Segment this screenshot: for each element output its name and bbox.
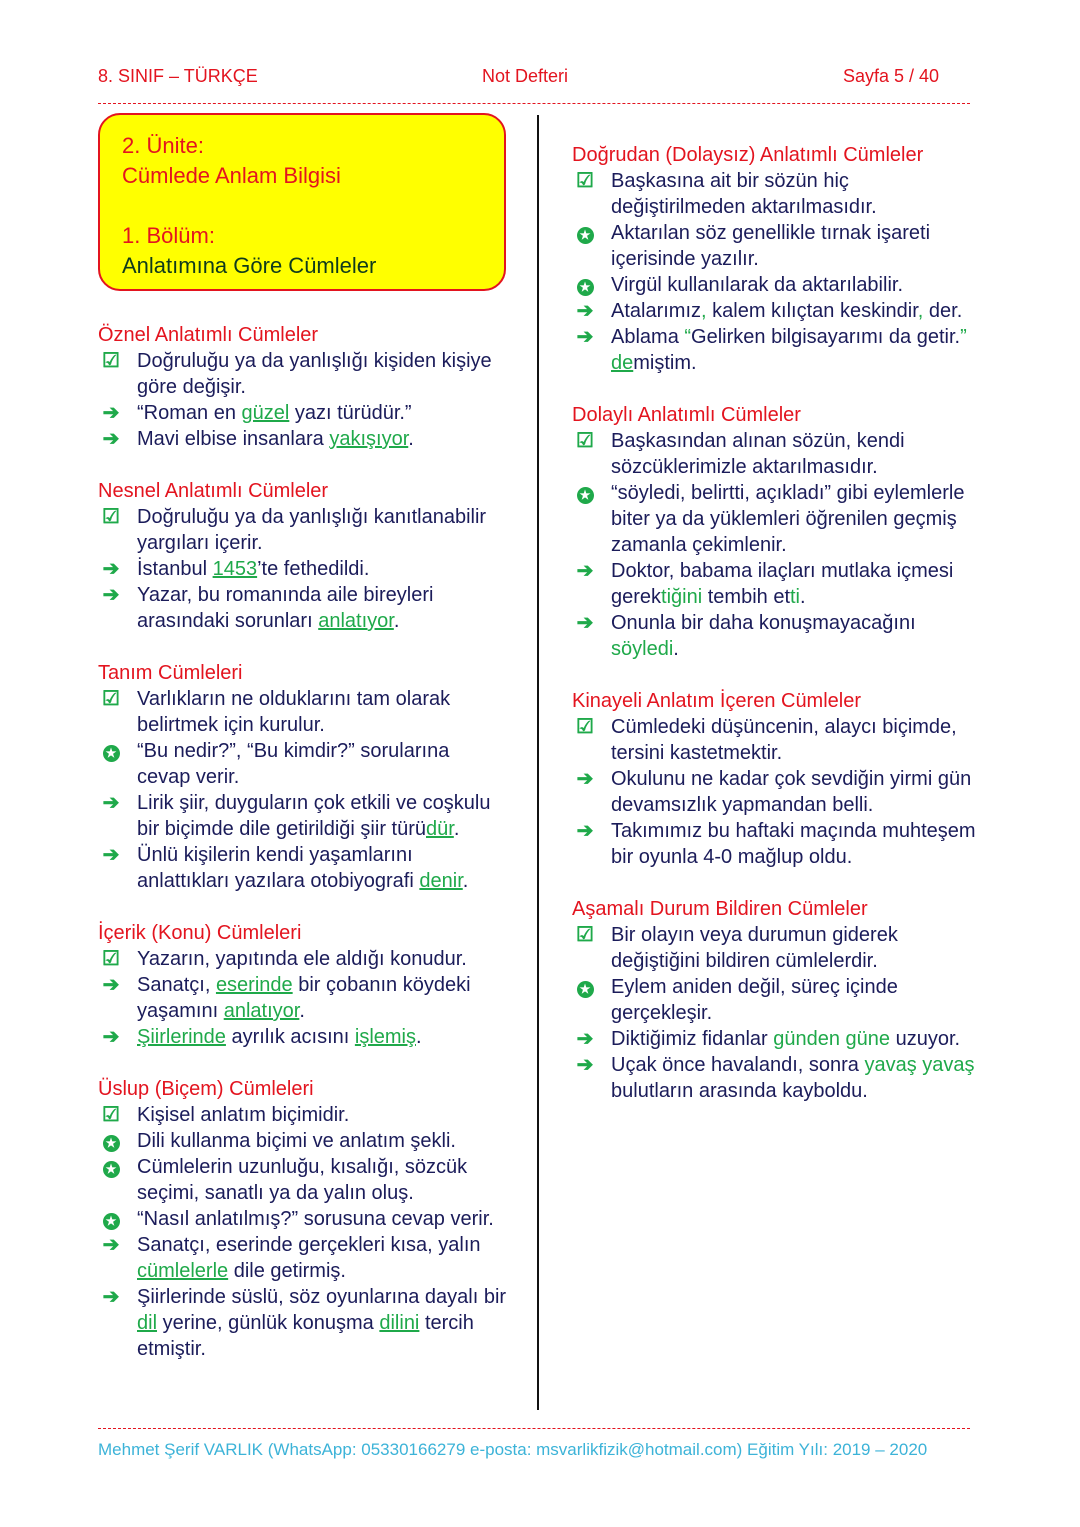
arrow-right-icon: ➔ <box>102 428 120 450</box>
left-column <box>98 322 508 1388</box>
arrow-right-icon: ➔ <box>576 326 594 348</box>
arrow-right-icon: ➔ <box>576 560 594 582</box>
list-item <box>572 220 984 272</box>
section-heading: Nesnel Anlatımlı Cümleler <box>98 480 329 502</box>
checkbox-icon: ☑ <box>102 688 120 710</box>
list-item <box>572 168 984 220</box>
highlighted-text: ” <box>960 326 967 348</box>
item-text: . <box>462 870 469 892</box>
item-text: Yazarın, yapıtında ele aldığı konudur. <box>137 948 467 970</box>
item-text: Başkasından alınan sözün, kendi sözcüklerimizle aktarılmasıdır. <box>611 430 905 478</box>
arrow-right-icon: ➔ <box>576 300 594 322</box>
checkbox-icon: ☑ <box>576 716 594 738</box>
list-item <box>98 400 508 426</box>
arrow-right-icon: ➔ <box>102 1286 120 1308</box>
item-text: Lirik şiir, duyguların çok etkili ve coşkulu bir biçimde dile getirildiği şiir türü <box>137 792 491 840</box>
note-section <box>572 688 984 870</box>
list-item <box>572 818 984 870</box>
item-text: kalem kılıçtan keskindir <box>706 300 918 322</box>
note-section <box>572 896 984 1104</box>
arrow-right-icon: ➔ <box>102 1234 120 1256</box>
list-item <box>98 348 508 400</box>
section-heading: Kinayeli Anlatım İçeren Cümleler <box>572 690 862 712</box>
highlighted-text: tiğini <box>661 586 703 608</box>
item-text: . <box>673 638 679 660</box>
arrow-right-icon: ➔ <box>576 820 594 842</box>
list-item <box>572 324 984 376</box>
item-text: ’te fethedildi. <box>257 558 370 580</box>
item-text: bulutların arasında kayboldu. <box>611 1080 868 1102</box>
item-text: Bir olayın veya durumun giderek değiştiğini bildiren cümlelerdir. <box>611 924 898 972</box>
arrow-right-icon: ➔ <box>102 584 120 606</box>
highlighted-text: de <box>611 352 634 374</box>
header-class-subject: 8. SINIF – TÜRKÇE <box>98 66 258 86</box>
highlighted-text: Şiirlerinde <box>137 1026 226 1048</box>
checkbox-icon: ☑ <box>576 170 594 192</box>
list-item <box>572 298 984 324</box>
highlighted-text: yakışıyor <box>329 428 409 450</box>
arrow-right-icon: ➔ <box>576 612 594 634</box>
item-text: Doktor, babama ilaçları mutlaka içmesi gerek <box>611 560 954 608</box>
item-text: bir çobanın köydeki yaşamını <box>137 974 471 1022</box>
item-text: Doğruluğu ya da yanlışlığı kişiden kişiye göre değişir. <box>137 350 492 398</box>
highlighted-text: , <box>701 300 707 322</box>
highlighted-text: eserinde <box>215 974 293 996</box>
note-section <box>98 478 508 634</box>
list-item <box>572 922 984 974</box>
column-divider <box>537 115 539 1410</box>
item-text: Dili kullanma biçimi ve anlatım şekli. <box>137 1130 456 1152</box>
note-section <box>98 660 508 894</box>
list-item <box>98 946 508 972</box>
item-text: tercih etmiştir. <box>137 1312 474 1360</box>
item-text: Ablama <box>611 326 685 348</box>
item-text: Okulunu ne kadar çok sevdiğin yirmi gün devamsızlık yapmandan belli. <box>611 768 972 816</box>
list-item <box>572 1052 984 1104</box>
star-icon: ★ <box>572 272 598 298</box>
highlighted-text: “ <box>684 326 692 348</box>
note-section <box>98 1076 508 1362</box>
item-text: . <box>393 610 400 632</box>
star-icon: ★ <box>98 1128 124 1154</box>
list-item <box>98 842 508 894</box>
star-icon: ★ <box>98 1206 124 1232</box>
item-text: Onunla bir daha konuşmayacağını <box>611 612 916 634</box>
note-section <box>572 142 984 376</box>
item-text: Diktiğimiz fidanlar <box>611 1028 774 1050</box>
arrow-right-icon: ➔ <box>102 792 120 814</box>
section-heading: Üslup (Biçem) Cümleleri <box>98 1078 314 1100</box>
list-item <box>98 582 508 634</box>
list-item <box>572 272 984 298</box>
item-text: ayrılık acısını <box>225 1026 355 1048</box>
list-item <box>572 714 984 766</box>
list-item <box>98 1128 508 1154</box>
item-text: Atalarımız <box>611 300 702 322</box>
highlighted-text: anlatıyor <box>223 1000 300 1022</box>
section-heading: Aşamalı Durum Bildiren Cümleler <box>572 898 868 920</box>
item-text: Mavi elbise insanlara <box>137 428 330 450</box>
highlighted-text: dür <box>426 818 454 840</box>
item-text: Eylem aniden değil, süreç içinde gerçekleşir. <box>611 976 898 1024</box>
item-text: Başkasına ait bir sözün hiç değiştirilmeden aktarılmasıdır. <box>611 170 877 218</box>
item-text: “Bu nedir?”, “Bu kimdir?” sorularına cevap verir. <box>137 740 450 788</box>
arrow-right-icon: ➔ <box>102 558 120 580</box>
section-heading: İçerik (Konu) Cümleleri <box>98 922 302 944</box>
footer-divider <box>98 1428 970 1429</box>
list-item <box>98 504 508 556</box>
list-item <box>572 1026 984 1052</box>
header-page-number: Sayfa 5 / 40 <box>843 66 940 86</box>
item-text: miştim. <box>633 352 697 374</box>
arrow-right-icon: ➔ <box>102 1026 120 1048</box>
item-text: tembih et <box>702 586 790 608</box>
list-item <box>98 686 508 738</box>
list-item <box>572 480 984 558</box>
item-text: Sanatçı, <box>137 974 216 996</box>
list-item <box>572 428 984 480</box>
checkbox-icon: ☑ <box>576 924 594 946</box>
footer-credits: Mehmet Şerif VARLIK (WhatsApp: 05330166279 e-posta: msvarlikfizik@hotmail.com) Eğitim Yılı: 2019 – 2020 <box>98 1440 928 1459</box>
note-section <box>98 322 508 452</box>
note-section <box>572 402 984 662</box>
note-section <box>98 920 508 1050</box>
arrow-right-icon: ➔ <box>102 844 120 866</box>
list-item <box>98 1206 508 1232</box>
highlighted-text: denir <box>419 870 463 892</box>
arrow-right-icon: ➔ <box>102 402 120 424</box>
item-text: . <box>299 1000 305 1022</box>
item-text: Cümledeki düşüncenin, alaycı biçimde, tersini kastetmektir. <box>611 716 957 764</box>
item-text: Takımımız bu haftaki maçında muhteşem bir oyunla 4-0 mağlup oldu. <box>611 820 976 868</box>
section-heading: Doğrudan (Dolaysız) Anlatımlı Cümleler <box>572 144 924 166</box>
highlighted-text: yavaş yavaş <box>864 1054 975 1076</box>
highlighted-text: cümlelerle <box>137 1260 229 1282</box>
list-item <box>98 1284 508 1362</box>
item-text: “söyledi, belirtti, açıkladı” gibi eylemlerle biter ya da yüklemleri öğrenilen geçmiş zamanla çekimlenir. <box>611 482 965 556</box>
list-item <box>98 426 508 452</box>
section-heading: Öznel Anlatımlı Cümleler <box>98 324 319 346</box>
item-text: uzuyor. <box>890 1028 961 1050</box>
item-text: yerine, günlük konuşma <box>157 1312 380 1334</box>
item-text: Yazar, bu romanında aile bireyleri arasındaki sorunları <box>137 584 434 632</box>
item-text: Gelirken bilgisayarımı da getir. <box>691 326 961 348</box>
item-text: . <box>800 586 806 608</box>
list-item <box>98 790 508 842</box>
list-item <box>98 1102 508 1128</box>
item-text: Uçak önce havalandı, sonra <box>611 1054 865 1076</box>
arrow-right-icon: ➔ <box>102 974 120 996</box>
star-icon: ★ <box>572 220 598 246</box>
list-item <box>572 974 984 1026</box>
list-item <box>98 972 508 1024</box>
star-icon: ★ <box>98 1154 124 1180</box>
header-title: Not Defteri <box>482 66 569 86</box>
header-divider <box>98 103 970 104</box>
item-text: . <box>408 428 414 450</box>
arrow-right-icon: ➔ <box>576 768 594 790</box>
item-text: der. <box>923 300 963 322</box>
item-text: İstanbul <box>137 558 213 580</box>
list-item <box>98 1232 508 1284</box>
item-text: Doğruluğu ya da yanlışlığı kanıtlanabilir yargıları içerir. <box>137 506 487 554</box>
unit-title: Cümlede Anlam Bilgisi <box>122 163 341 188</box>
list-item <box>572 610 984 662</box>
unit-box <box>98 113 506 291</box>
item-text: Ünlü kişilerin kendi yaşamlarını anlattıkları yazılara otobiyografi <box>137 844 420 892</box>
arrow-right-icon: ➔ <box>576 1028 594 1050</box>
star-icon: ★ <box>572 480 598 506</box>
item-text: Cümlelerin uzunluğu, kısalığı, sözcük seçimi, sanatlı ya da yalın oluş. <box>137 1156 468 1204</box>
checkbox-icon: ☑ <box>576 430 594 452</box>
item-text: Varlıkların ne olduklarını tam olarak belirtmek için kurulur. <box>137 688 451 736</box>
section-heading: Dolaylı Anlatımlı Cümleler <box>572 404 801 426</box>
item-text: “Roman en <box>137 402 242 424</box>
highlighted-text: ti <box>790 586 800 608</box>
item-text: Şiirlerinde süslü, söz oyunlarına dayalı bir <box>137 1286 507 1308</box>
checkbox-icon: ☑ <box>102 948 120 970</box>
highlighted-text: , <box>917 300 924 322</box>
list-item <box>98 1024 508 1050</box>
item-text: “Nasıl anlatılmış?” sorusuna cevap verir. <box>137 1208 494 1230</box>
section-title: Anlatımına Göre Cümleler <box>122 253 377 278</box>
section-label: 1. Bölüm: <box>122 223 215 248</box>
section-heading: Tanım Cümleleri <box>98 662 243 684</box>
list-item <box>98 1154 508 1206</box>
item-text: yazı türüdür.” <box>289 402 412 424</box>
list-item <box>572 558 984 610</box>
checkbox-icon: ☑ <box>102 1104 120 1126</box>
highlighted-text: anlatıyor <box>318 610 394 632</box>
unit-label: 2. Ünite: <box>122 133 204 158</box>
highlighted-text: günden güne <box>773 1028 891 1050</box>
highlighted-text: dil <box>137 1312 158 1334</box>
list-item <box>98 556 508 582</box>
item-text: Sanatçı, eserinde gerçekleri kısa, yalın <box>137 1234 481 1256</box>
item-text: . <box>453 818 460 840</box>
right-column <box>572 142 984 1130</box>
list-item <box>572 766 984 818</box>
highlighted-text: 1453 <box>212 558 258 580</box>
list-item <box>98 738 508 790</box>
star-icon: ★ <box>98 738 124 764</box>
highlighted-text: güzel <box>241 402 290 424</box>
arrow-right-icon: ➔ <box>576 1054 594 1076</box>
item-text: Aktarılan söz genellikle tırnak işareti içerisinde yazılır. <box>611 222 931 270</box>
highlighted-text: söyledi <box>611 638 674 660</box>
item-text: dile getirmiş. <box>228 1260 346 1282</box>
highlighted-text: işlemiş <box>354 1026 416 1048</box>
star-icon: ★ <box>572 974 598 1000</box>
checkbox-icon: ☑ <box>102 506 120 528</box>
item-text: Kişisel anlatım biçimidir. <box>137 1104 350 1126</box>
item-text: Virgül kullanılarak da aktarılabilir. <box>611 274 904 296</box>
item-text: . <box>416 1026 422 1048</box>
highlighted-text: dilini <box>379 1312 420 1334</box>
checkbox-icon: ☑ <box>102 350 120 372</box>
